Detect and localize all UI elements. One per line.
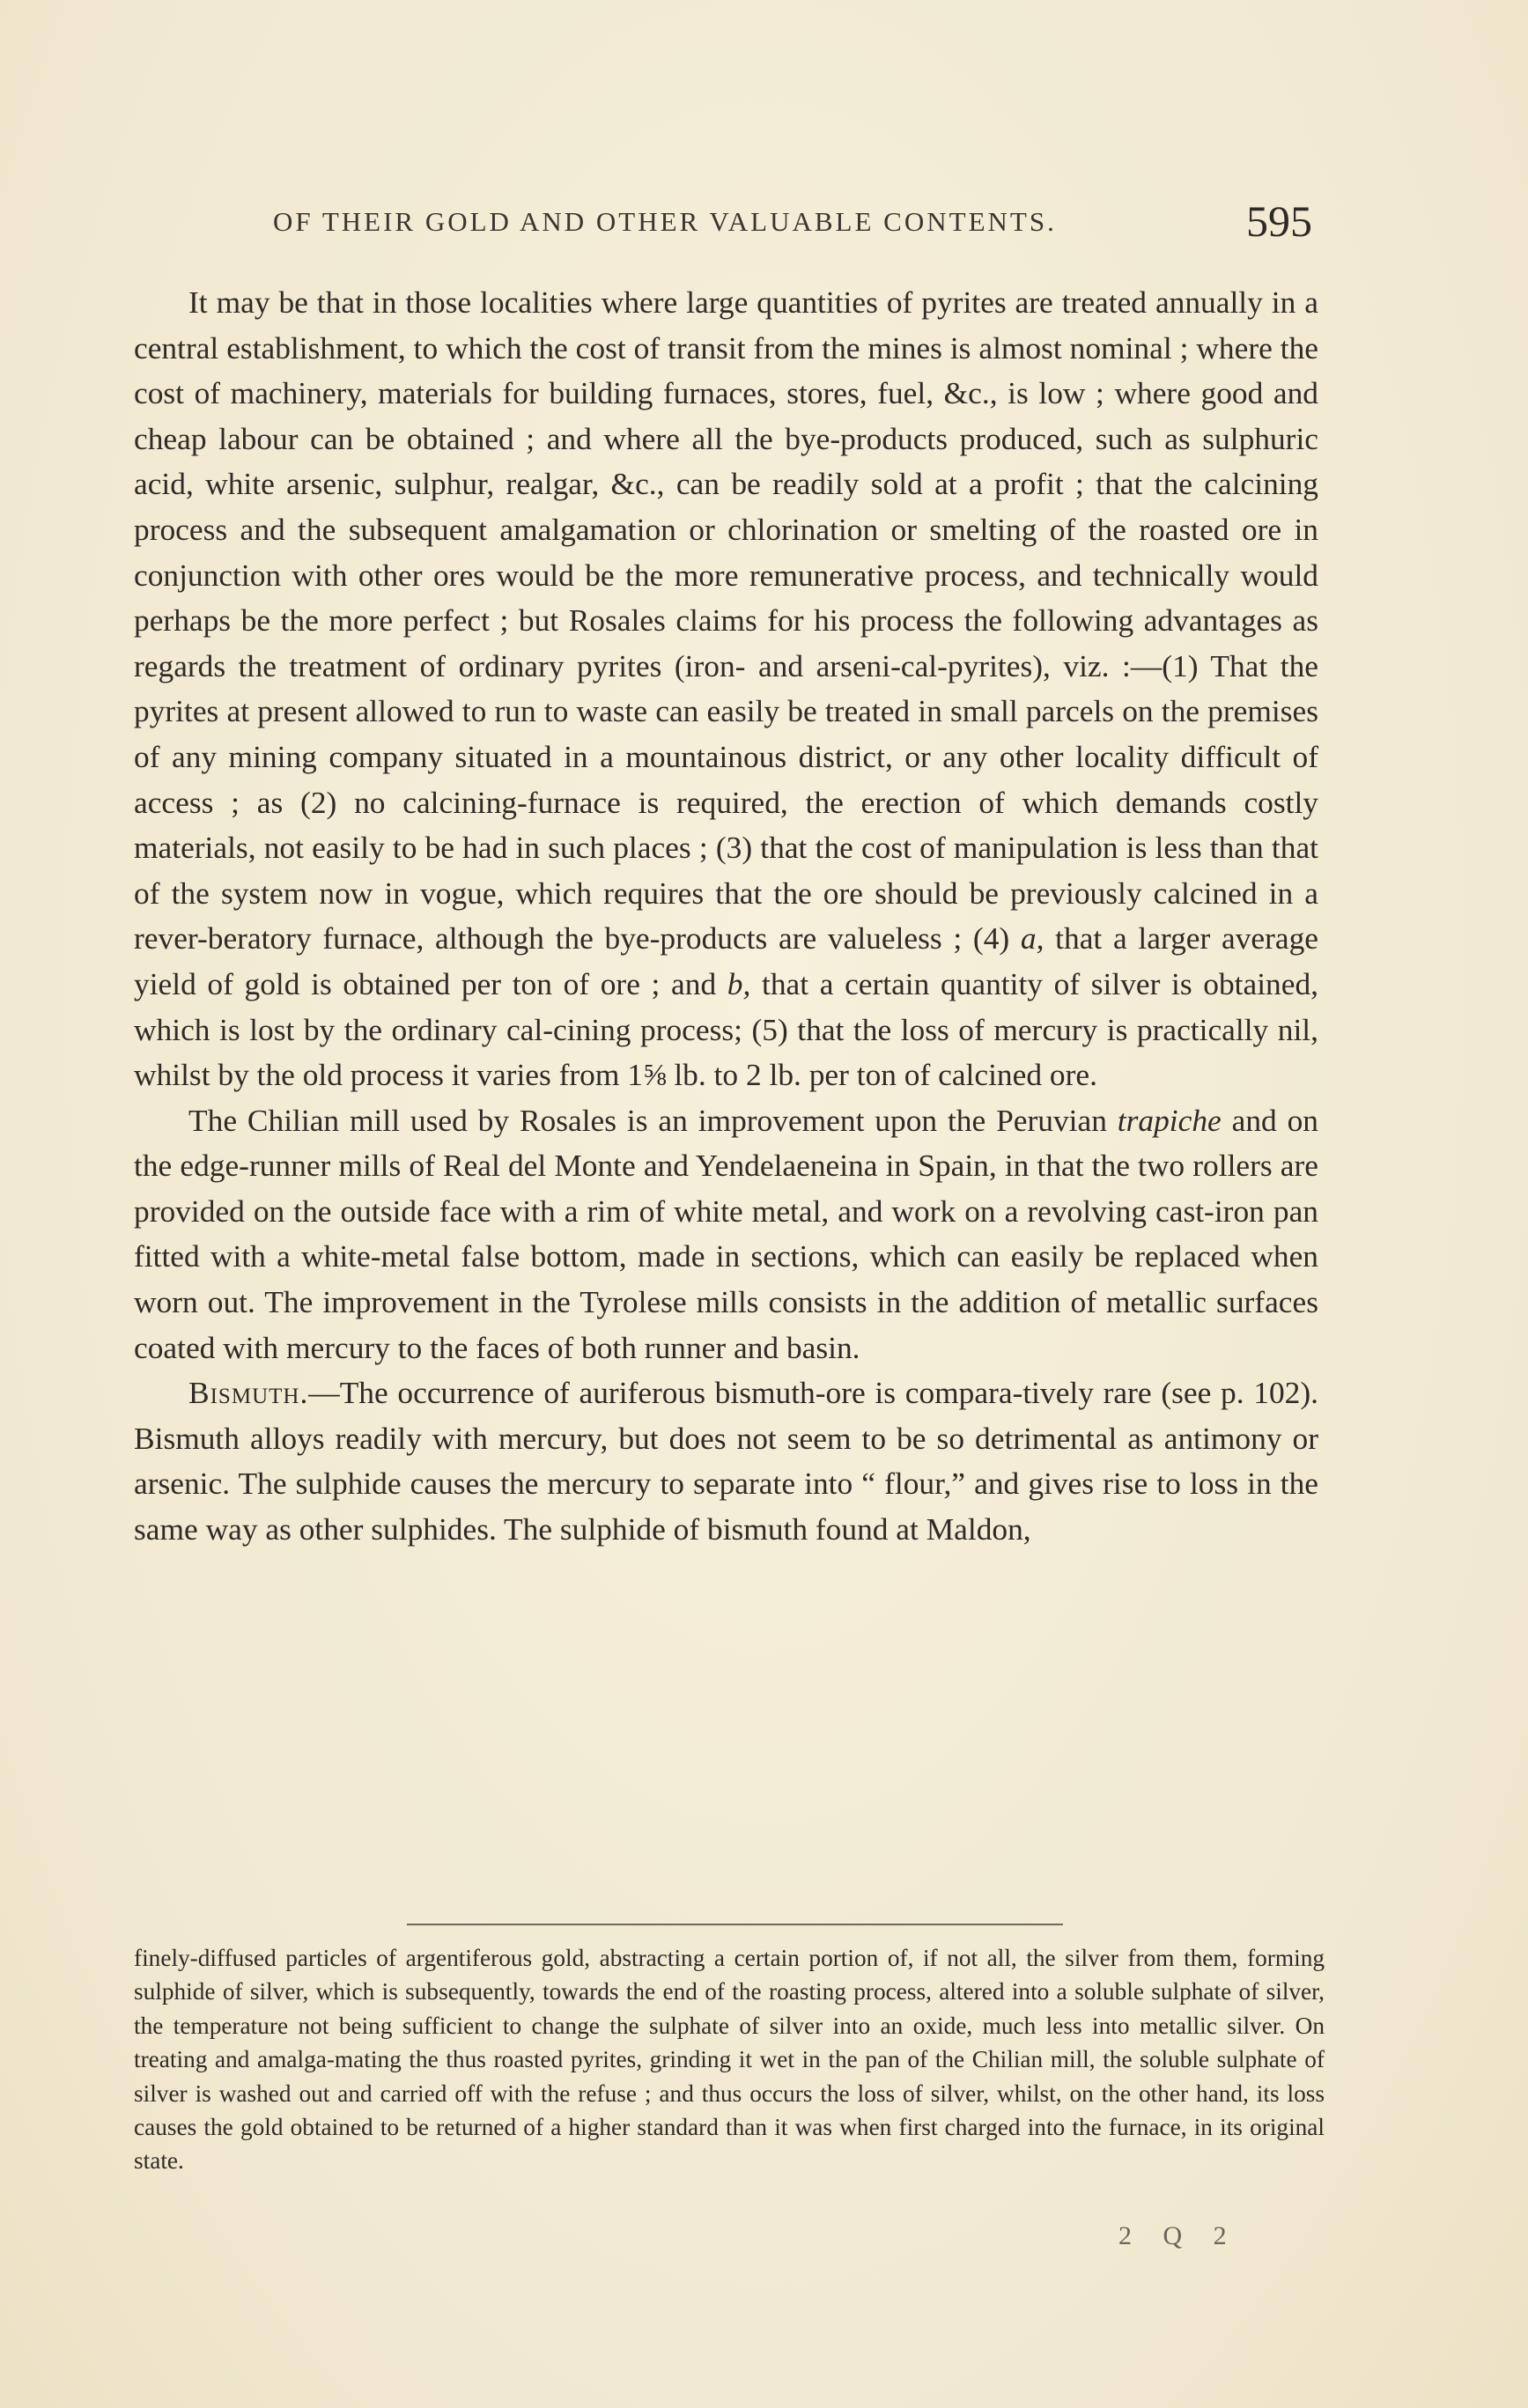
text-segment: It may be that in those localities where large quantities of pyrites are treated annually in a central establishment, to which the cost of transit from the mines is almost nominal ; where the cost of machinery, materials for building furnaces, stores, fuel, &c., is low ; where good and cheap labour can be obtained ; and where all the bye-products produced, such as sulphuric acid, white arsenic, sulphur, realgar, &c., can be readily sold at a profit ; that the calcining process and the subsequent amalgamation or chlorination or smelting of the roasted ore in conjunction with other ores would be the more remunerative process, and technically would perhaps be the more perfect ; but Rosales claims for his process the following advantages as regards the treatment of ordinary pyrites (iron- and arseni-cal-pyrites), viz. :—(1) That the pyrites at present allowed to run to waste can easily be treated in small parcels on the premises of any mining company situated in a mountainous district, or any other locality difficult of access ; as (2) no calcining-furnace is required, the erection of which demands costly materials, not easily to be had in such places ; (3) that the cost of manipulation is less than that of the system now in vogue, which requires that the ore should be previously calcined in a rever-beratory furnace, although the bye-products are valueless ; (4) xyxy=(134,284,1318,957)
main-text xyxy=(134,280,1318,1553)
text-segment: —The occurrence of auriferous bismuth-ore is compara-tively rare (see p. 102). Bismuth alloys readily with mercury, but does not seem to be so detrimental as antimony or arsenic. The sulphide causes the mercury to separate into “ flour,” and gives rise to loss in the same way as other sulphides. The sulphide of bismuth found at Maldon, xyxy=(134,1375,1318,1547)
text-segment: and on the edge-runner mills of Real del Monte and Yendelaeneina in Spain, in that the two rollers are provided on the outside face with a rim of white metal, and work on a revolving cast-iron pan fitted with a white-metal false bottom, made in sections, which can easily be replaced when worn out. The improvement in the Tyrolese mills consists in the addition of metallic surfaces coated with mercury to the faces of both runner and basin. xyxy=(134,1102,1318,1365)
text-segment-italic: trapiche xyxy=(1117,1102,1222,1138)
section-heading-bismuth: Bismuth. xyxy=(188,1375,309,1411)
paragraph-chilian-mill xyxy=(134,1098,1318,1371)
signature-mark: 2 Q 2 xyxy=(1118,2221,1239,2250)
text-segment-italic: b, xyxy=(727,965,751,1001)
text-segment: that a certain quantity of silver is obtained, which is lost by the ordinary cal-cining process; (5) that the loss of mercury is practically nil, whilst by the old process it varies from 1⅝ lb. to 2 lb. per ton of calcined ore. xyxy=(134,965,1318,1093)
text-segment: The Chilian mill used by Rosales is an improvement upon the Peruvian xyxy=(188,1102,1118,1138)
text-segment-italic: a, xyxy=(1020,920,1045,957)
running-head: OF THEIR GOLD AND OTHER VALUABLE CONTENTS. xyxy=(273,206,1057,237)
text-segment: that a larger average yield of gold is obtained per ton of ore ; and xyxy=(134,920,1318,1001)
page-header xyxy=(273,196,1312,257)
footnote-rule xyxy=(407,1924,1063,1925)
page-number: 595 xyxy=(1246,196,1312,246)
paragraph-bismuth xyxy=(134,1370,1318,1552)
paragraph-rosales-advantages xyxy=(134,280,1318,1098)
footnote: finely-diffused particles of argentiferous gold, abstracting a certain portion of, if not all, the silver from them, forming sulphide of silver, which is subsequently, towards the end of the roasting process, altered into a soluble sulphate of silver, the temperature not being sufficient to change the sulphate of silver into an oxide, much less into metallic silver. On treating and amalga-mating the thus roasted pyrites, grinding it wet in the pan of the Chilian mill, the soluble sulphate of silver is washed out and carried off with the refuse ; and thus occurs the loss of silver, whilst, on the other hand, its loss causes the gold obtained to be returned of a higher standard than it was when first charged into the furnace, in its original state. xyxy=(134,1945,1325,2175)
